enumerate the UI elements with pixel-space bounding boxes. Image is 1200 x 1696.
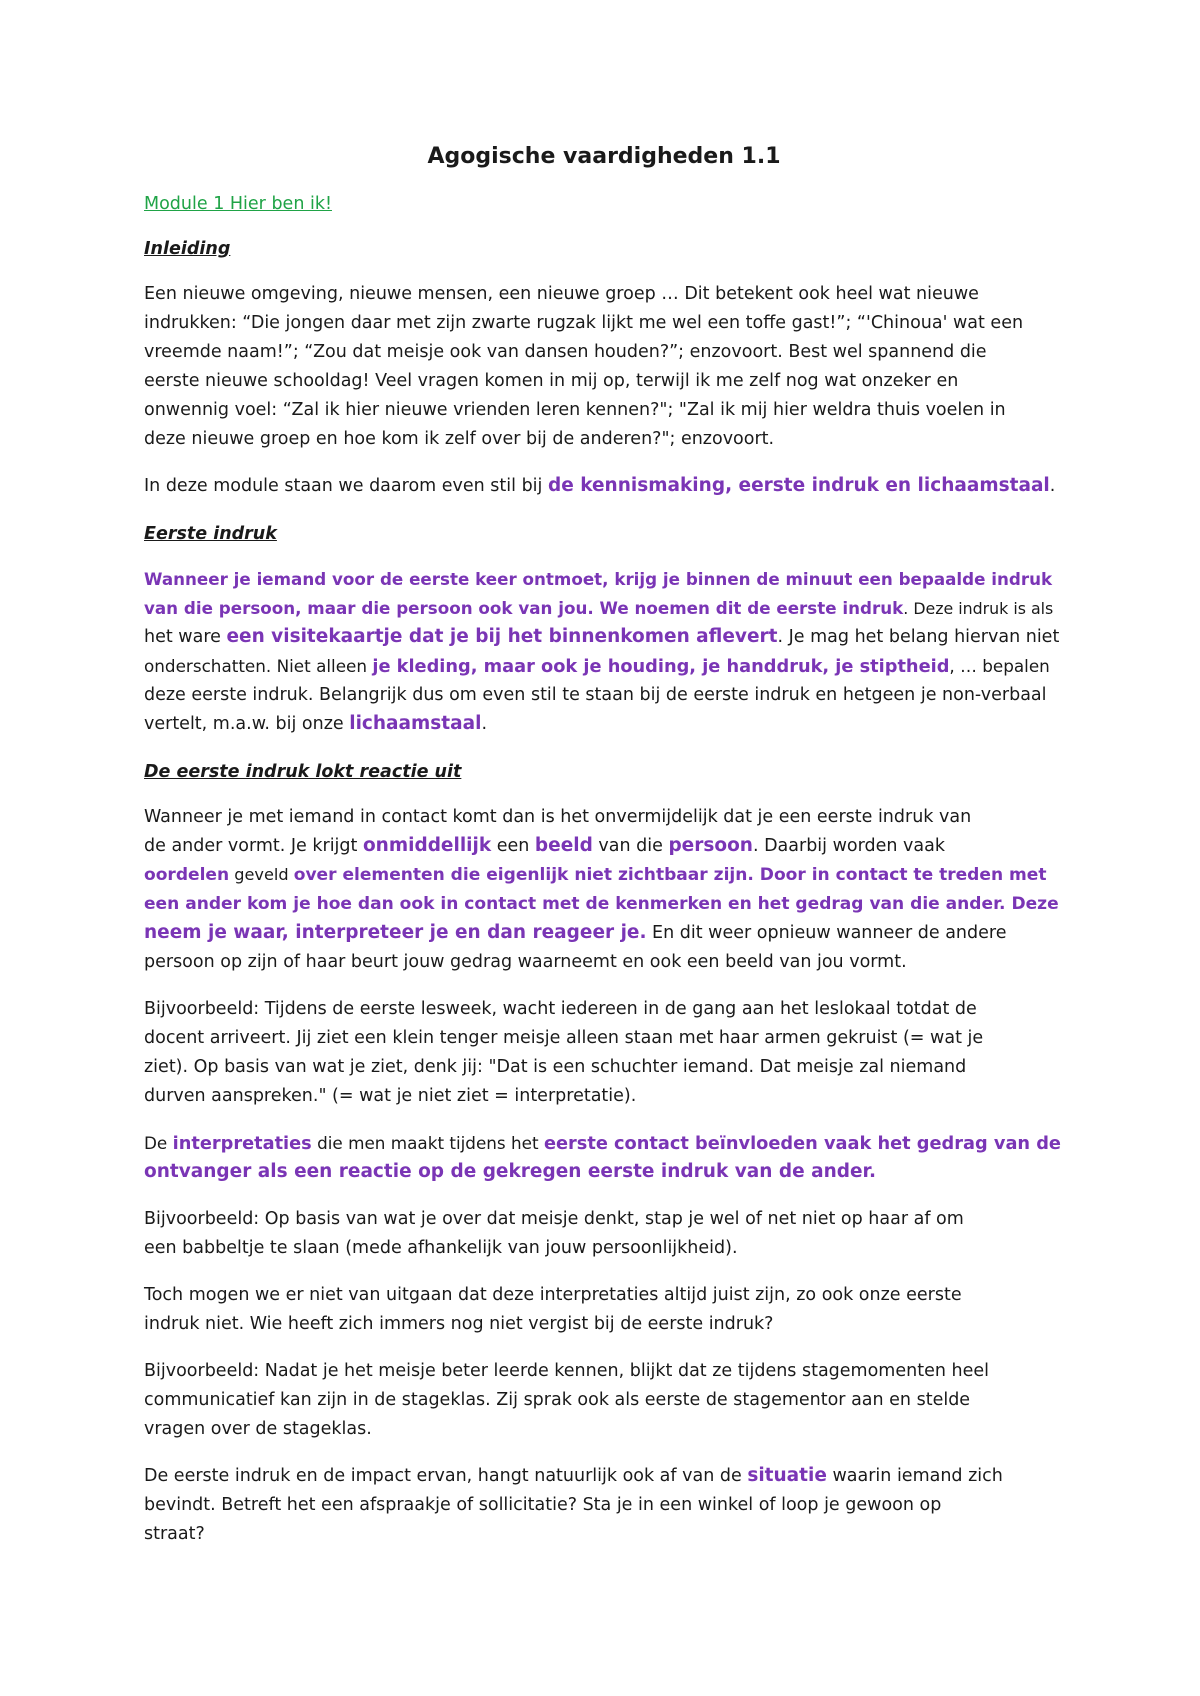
paragraph-line [144, 474, 1055, 498]
highlight-text: je kleding, maar ook je houding, je handdruk, je stiptheid [372, 657, 950, 677]
text-run: waarin iemand zich [826, 1466, 1003, 1486]
text-run: . Deze indruk is als [903, 599, 1054, 618]
example-line: een babbeltje te slaan (mede afhankelijk van jouw persoonlijkheid). [144, 1238, 738, 1258]
example-line: Bijvoorbeeld: Tijdens de eerste lesweek, wacht iedereen in de gang aan het leslokaal totdat de [144, 999, 977, 1019]
highlight-text: lichaamstaal [349, 713, 482, 734]
highlight-text: de kennismaking, eerste indruk en lichaamstaal [547, 475, 1050, 496]
text-run: onderschatten. Niet alleen [144, 656, 373, 676]
example-line: communicatief kan zijn in de stageklas. Zij sprak ook als eerste de stagementor aan en stelde [144, 1390, 971, 1410]
text-run: geveld [229, 865, 294, 884]
highlight-text: eerste contact beïnvloeden vaak het gedrag van de [543, 1134, 1061, 1154]
section-heading-eerste-indruk: Eerste indruk [144, 524, 277, 544]
highlight-text: oordelen [144, 865, 230, 885]
paragraph-line: indruk niet. Wie heeft zich immers nog niet vergist bij de eerste indruk? [144, 1314, 774, 1334]
text-run: van die [592, 836, 669, 856]
paragraph-line [144, 921, 1006, 945]
page-title: Agogische vaardigheden 1.1 [427, 144, 781, 169]
highlight-text: beeld [534, 835, 593, 856]
paragraph-line: vreemde naam!”; “Zou dat meisje ook van dansen houden?”; enzovoort. Best wel spannend die [144, 342, 987, 362]
text-run: , … bepalen [949, 656, 1050, 676]
paragraph-line [144, 834, 945, 858]
paragraph-line [144, 596, 1053, 621]
text-run: vertelt, m.a.w. bij onze [144, 714, 350, 734]
text-run: . [481, 714, 488, 734]
section-heading-reactie: De eerste indruk lokt reactie uit [144, 762, 462, 782]
paragraph-line: straat? [144, 1524, 205, 1544]
paragraph-line: indrukken: “Die jongen daar met zijn zwarte rugzak lijkt me wel een toffe gast!”; “'Chinoua' wat een [144, 313, 1024, 333]
text-run: . [1049, 476, 1056, 496]
paragraph-line [144, 712, 487, 736]
module-heading: Module 1 Hier ben ik! [144, 194, 332, 214]
text-run: het ware [144, 627, 227, 647]
highlight-text: neem je waar, interpreteer je en dan reageer je. [144, 922, 647, 943]
highlight-text: interpretaties [172, 1134, 312, 1154]
paragraph-line: deze eerste indruk. Belangrijk dus om even stil te staan bij de eerste indruk en hetgeen je non-verbaal [144, 685, 1047, 705]
paragraph-line: onwennig voel: “Zal ik hier nieuwe vrienden leren kennen?"; "Zal ik mij hier weldra thuis voelen in [144, 400, 1006, 420]
example-line: Bijvoorbeeld: Op basis van wat je over dat meisje denkt, stap je wel of net niet op haar af om [144, 1209, 964, 1229]
example-line: docent arriveert. Jij ziet een klein tenger meisje alleen staan met haar armen gekruist (= wat je [144, 1028, 984, 1048]
example-line: durven aanspreken." (= wat je niet ziet = interpretatie). [144, 1086, 637, 1106]
paragraph-line [144, 1131, 1061, 1156]
example-line: Bijvoorbeeld: Nadat je het meisje beter leerde kennen, blijkt dat ze tijdens stagemomenten heel [144, 1361, 989, 1381]
text-run: De [144, 1133, 173, 1153]
text-run: de ander vormt. Je krijgt [144, 836, 363, 856]
paragraph-line [144, 654, 1050, 679]
highlight-text: van die persoon, maar die persoon ook van jou. We noemen dit de eerste indruk [144, 598, 904, 618]
highlight-text: over elementen die eigenlijk niet zichtbaar zijn. Door in contact te treden met [293, 865, 1047, 885]
paragraph-line: eerste nieuwe schooldag! Veel vragen komen in mij op, terwijl ik me zelf nog wat onzeker en [144, 371, 959, 391]
text-run: die men maakt tijdens het [311, 1133, 544, 1153]
paragraph-line: bevindt. Betreft het een afspraakje of sollicitatie? Sta je in een winkel of loop je gewoon op [144, 1495, 942, 1515]
paragraph-line [144, 625, 1059, 649]
highlight-line: ontvanger als een reactie op de gekregen eerste indruk van de ander. [144, 1161, 877, 1182]
paragraph-line [144, 863, 1047, 887]
highlight-line: een ander kom je hoe dan ook in contact met de kenmerken en het gedrag van die ander. Deze [144, 894, 1059, 914]
paragraph-line: persoon op zijn of haar beurt jouw gedrag waarneemt en ook een beeld van jou vormt. [144, 952, 907, 972]
highlight-text: persoon [668, 835, 753, 856]
example-line: vragen over de stageklas. [144, 1419, 372, 1439]
text-run: een [491, 836, 535, 856]
paragraph-line: Een nieuwe omgeving, nieuwe mensen, een nieuwe groep … Dit betekent ook heel wat nieuwe [144, 284, 979, 304]
highlight-text: situatie [747, 1465, 827, 1486]
paragraph-line: deze nieuwe groep en hoe kom ik zelf over bij de anderen?"; enzovoort. [144, 429, 775, 449]
highlight-text: een visitekaartje dat je bij het binnenkomen aflevert [226, 626, 778, 647]
paragraph-line: Wanneer je met iemand in contact komt dan is het onvermijdelijk dat je een eerste indruk van [144, 807, 972, 827]
text-run: . Je mag het belang hiervan niet [777, 627, 1060, 647]
highlight-line: Wanneer je iemand voor de eerste keer ontmoet, krijg je binnen de minuut een bepaalde indruk [144, 569, 1053, 589]
text-run: In deze module staan we daarom even stil bij [144, 476, 548, 496]
text-run: De eerste indruk en de impact ervan, hangt natuurlijk ook af van de [144, 1466, 748, 1486]
highlight-text: onmiddellijk [362, 835, 492, 856]
paragraph-line [144, 1464, 1003, 1488]
paragraph-line: Toch mogen we er niet van uitgaan dat deze interpretaties altijd juist zijn, zo ook onze eerste [144, 1285, 962, 1305]
text-run: . Daarbij worden vaak [752, 836, 945, 856]
example-line: ziet). Op basis van wat je ziet, denk jij: "Dat is een schuchter iemand. Dat meisje zal niemand [144, 1057, 967, 1077]
text-run: En dit weer opnieuw wanneer de andere [646, 923, 1007, 943]
section-heading-inleiding: Inleiding [144, 239, 231, 259]
